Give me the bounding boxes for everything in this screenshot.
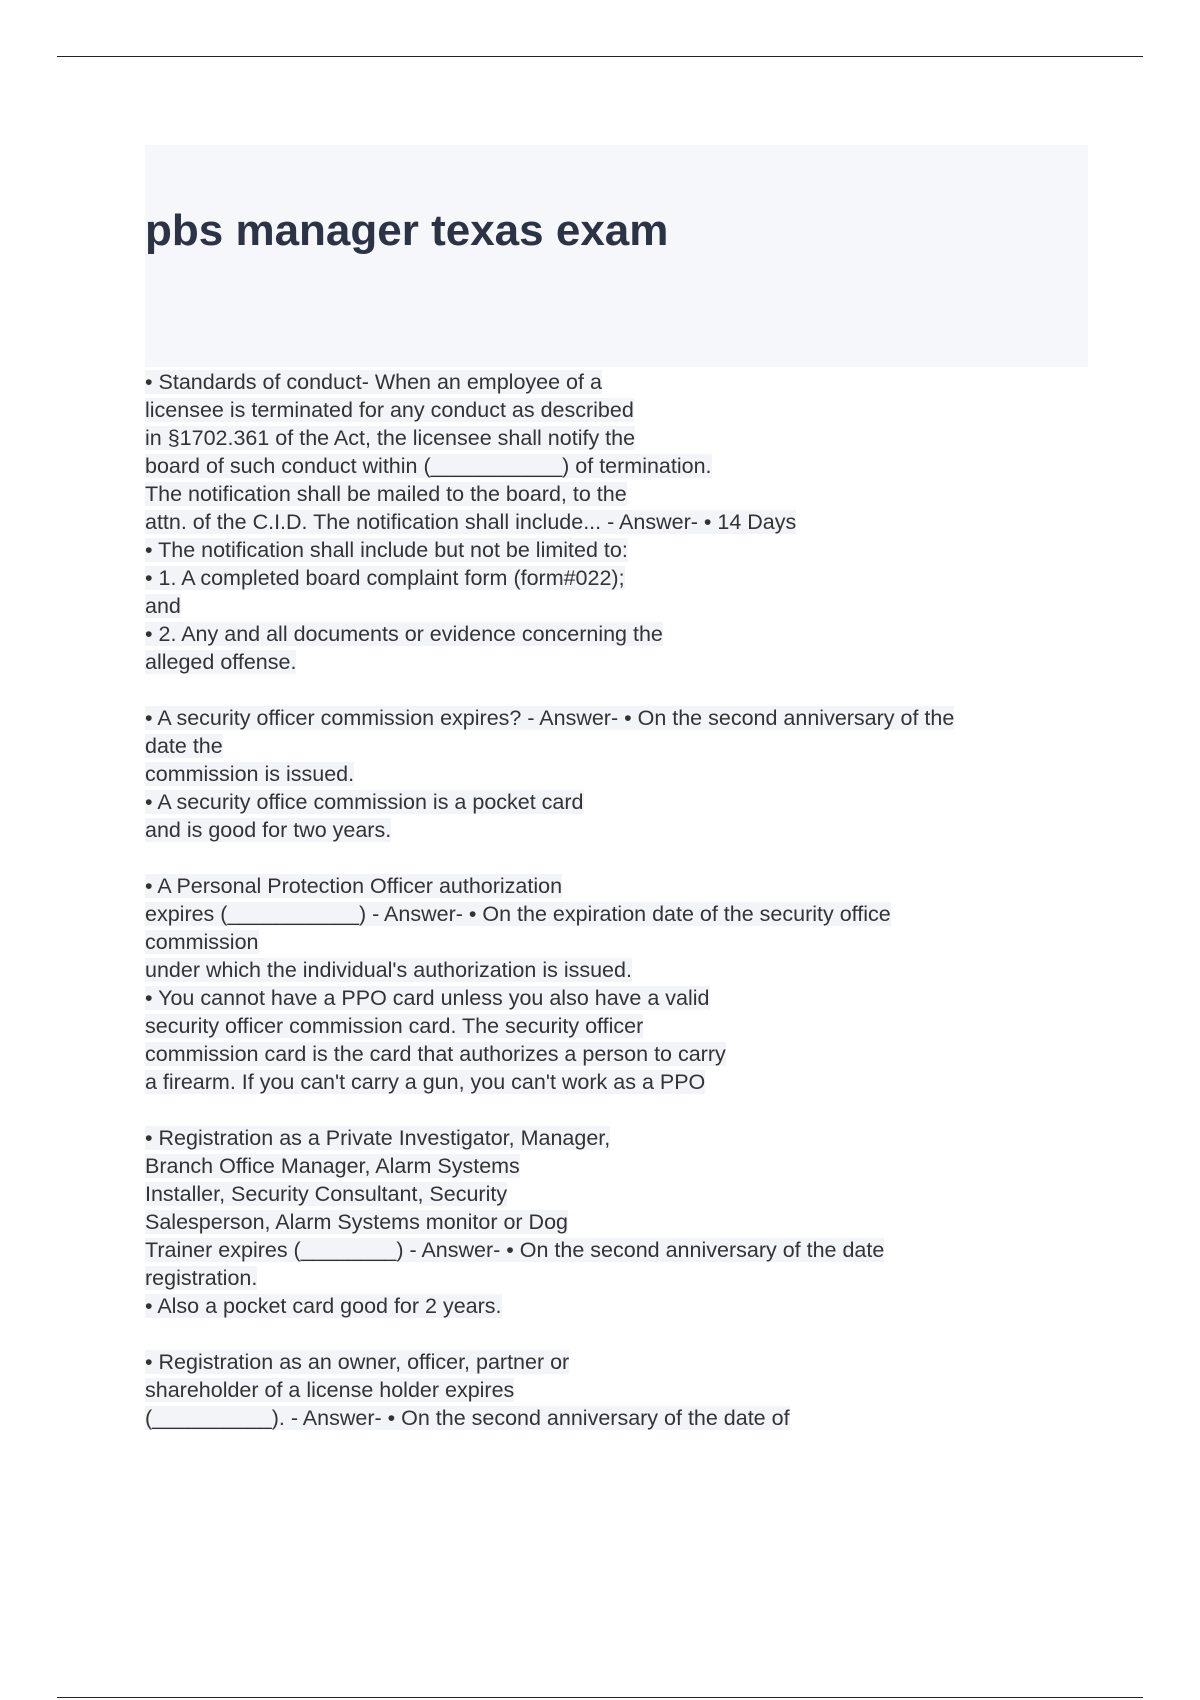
text-line: Installer, Security Consultant, Security [145,1182,508,1206]
text-line: Salesperson, Alarm Systems monitor or Dog [145,1210,568,1234]
text-line: • Also a pocket card good for 2 years. [145,1294,502,1318]
text-line: • 1. A completed board complaint form (form#022); [145,566,625,590]
bottom-rule [57,1697,1143,1698]
text-line: alleged offense. [145,650,297,674]
text-line: under which the individual's authorization is issued. [145,958,632,982]
text-line: • A security office commission is a pocket card [145,790,584,814]
text-line: • A Personal Protection Officer authorization [145,874,563,898]
text-line: • Registration as a Private Investigator, Manager, [145,1126,611,1150]
text-line: in §1702.361 of the Act, the licensee shall notify the [145,426,636,450]
text-line: • A security officer commission expires? - Answer- • On the second anniversary of the [145,706,955,730]
document-body [145,368,1145,1460]
text-line: and is good for two years. [145,818,392,842]
text-line: security officer commission card. The security officer [145,1014,644,1038]
text-line: • Standards of conduct- When an employee of a [145,370,602,394]
text-line: • You cannot have a PPO card unless you also have a valid [145,986,710,1010]
text-line: (__________). - Answer- • On the second anniversary of the date of [145,1406,790,1430]
text-line: board of such conduct within (___________) of termination. [145,454,712,478]
text-line: Branch Office Manager, Alarm Systems [145,1154,520,1178]
text-line: and [145,594,181,618]
qa-block-ppo-authorization [145,872,1145,1096]
qa-block-registration-expires [145,1124,1145,1320]
text-line: attn. of the C.I.D. The notification shall include... - Answer- • 14 Days [145,510,797,534]
text-line: date the [145,734,223,758]
text-line: registration. [145,1266,258,1290]
text-line: • 2. Any and all documents or evidence concerning the [145,622,663,646]
text-line: a firearm. If you can't carry a gun, you can't work as a PPO [145,1070,706,1094]
text-line: • Registration as an owner, officer, partner or [145,1350,570,1374]
top-rule [57,56,1143,57]
qa-block-commission-expires [145,704,1145,844]
text-line: commission [145,930,259,954]
qa-block-owner-registration [145,1348,1145,1432]
text-line: shareholder of a license holder expires [145,1378,515,1402]
text-line: The notification shall be mailed to the board, to the [145,482,627,506]
text-line: licensee is terminated for any conduct as described [145,398,634,422]
text-line: commission is issued. [145,762,355,786]
text-line: expires (___________) - Answer- • On the expiration date of the security office [145,902,891,926]
text-line: Trainer expires (________) - Answer- • On the second anniversary of the date [145,1238,885,1262]
document-title: pbs manager texas exam [145,206,669,255]
text-line: • The notification shall include but not be limited to: [145,538,628,562]
text-line: commission card is the card that authorizes a person to carry [145,1042,726,1066]
qa-block-standards-of-conduct [145,368,1145,676]
